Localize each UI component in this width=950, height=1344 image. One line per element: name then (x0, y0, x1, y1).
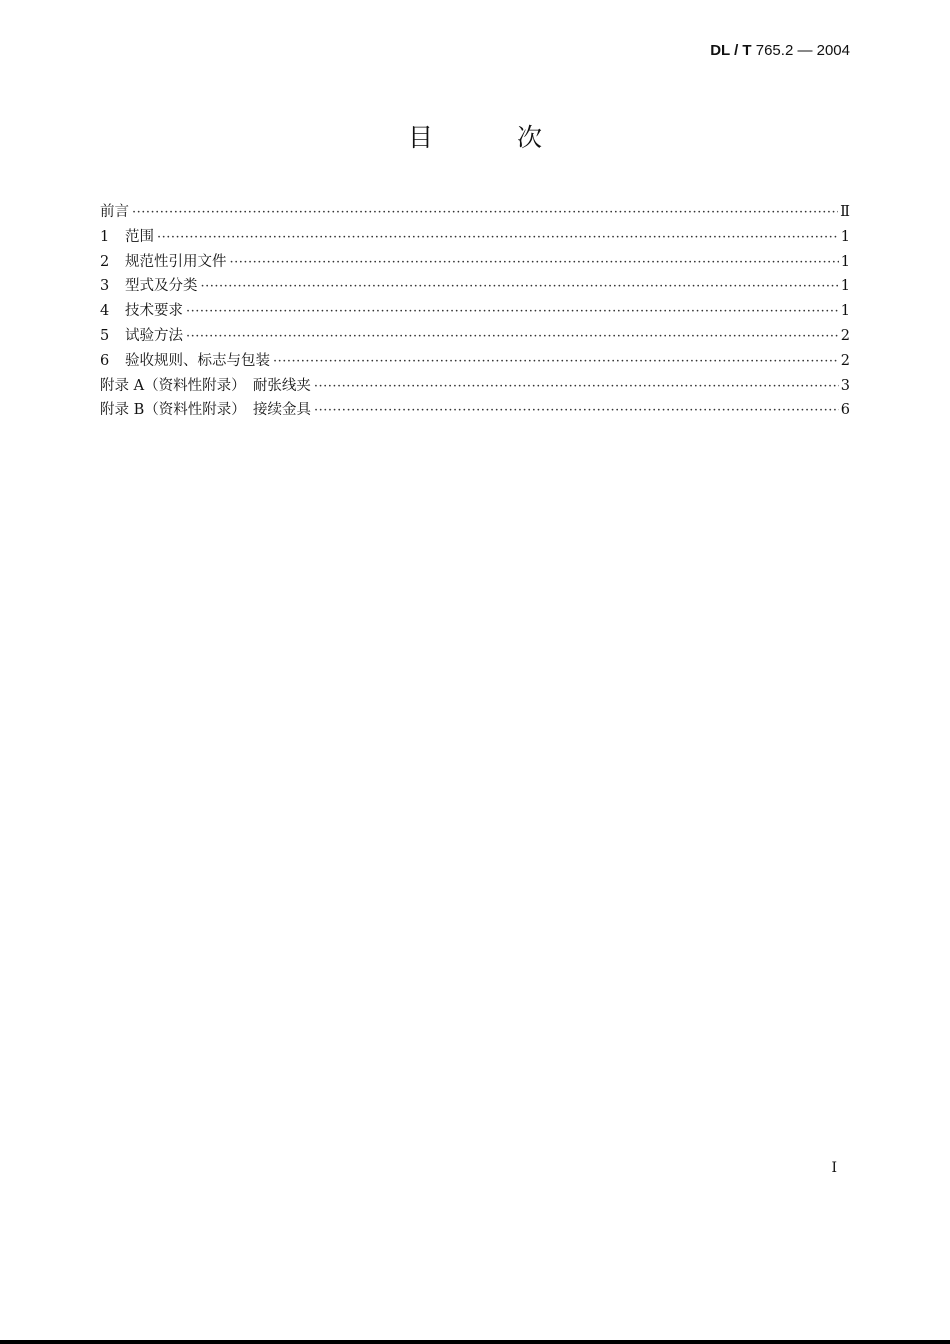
toc-entry-page: 1 (840, 278, 850, 295)
table-of-contents (100, 200, 850, 423)
bottom-edge-rule (0, 1340, 950, 1344)
toc-entry-number: 3 (100, 278, 110, 295)
toc-entry-foreword[interactable] (100, 200, 850, 225)
toc-entry-page: 2 (840, 327, 850, 344)
toc-entry-number: 4 (100, 303, 110, 320)
toc-leader-dots (314, 375, 839, 400)
toc-entry-title: 范围 (125, 228, 154, 245)
toc-entry-title: 试验方法 (125, 327, 183, 344)
toc-entry-normative-references[interactable] (100, 250, 850, 275)
toc-entry-page: 6 (840, 402, 850, 419)
toc-entry-page: 2 (840, 352, 850, 369)
standard-code-prefix: DL / T (710, 42, 752, 59)
toc-entry-annex-b[interactable] (100, 398, 850, 423)
toc-entry-scope[interactable] (100, 225, 850, 250)
standard-code (710, 42, 850, 59)
toc-entry-page: 1 (840, 228, 850, 245)
toc-entry-number: 5 (100, 327, 110, 344)
toc-entry-test-methods[interactable] (100, 324, 850, 349)
toc-entry-title: 验收规则、标志与包装 (125, 352, 270, 369)
toc-entry-page: 3 (840, 377, 850, 394)
page-title: 目 次 (408, 123, 580, 152)
toc-entry-title: 附录 A（资料性附录） 耐张线夹 (100, 377, 311, 394)
toc-leader-dots (314, 399, 839, 424)
page-number: I (831, 1160, 837, 1176)
toc-entry-title: 附录 B（资料性附录） 接续金具 (100, 402, 312, 419)
toc-entry-types-classification[interactable] (100, 274, 850, 299)
toc-entry-title: 型式及分类 (125, 278, 198, 295)
toc-entry-annex-a[interactable] (100, 374, 850, 399)
toc-leader-dots (186, 300, 839, 325)
toc-entry-technical-requirements[interactable] (100, 299, 850, 324)
toc-entry-title: 技术要求 (125, 303, 183, 320)
toc-leader-dots (201, 275, 839, 300)
toc-leader-dots (273, 350, 839, 375)
toc-entry-number: 6 (100, 352, 110, 369)
toc-entry-page: 1 (840, 253, 850, 270)
toc-leader-dots (157, 226, 839, 251)
toc-entry-number: 1 (100, 228, 110, 245)
toc-entry-page: 1 (840, 303, 850, 320)
toc-entry-number: 2 (100, 253, 110, 270)
toc-leader-dots (230, 251, 839, 276)
standard-code-number: 765.2 — 2004 (755, 42, 850, 59)
toc-entry-title: 规范性引用文件 (125, 253, 227, 270)
toc-entry-inspection-marking-packaging[interactable] (100, 349, 850, 374)
toc-leader-dots (186, 325, 839, 350)
toc-entry-title: 前言 (100, 204, 129, 220)
toc-leader-dots (132, 201, 838, 226)
toc-entry-page: Ⅱ (840, 204, 850, 220)
